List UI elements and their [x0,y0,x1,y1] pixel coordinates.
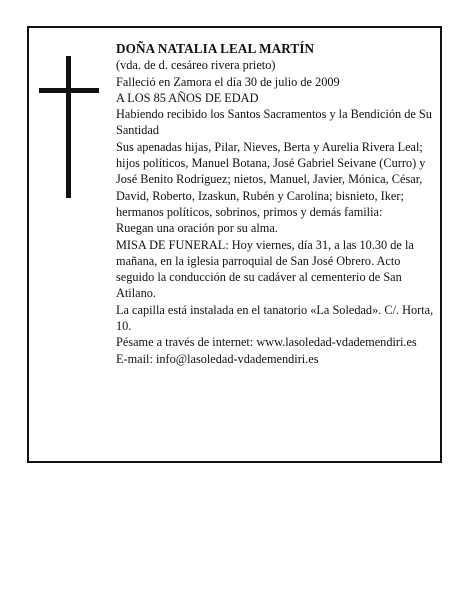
latin-cross-icon [39,56,99,198]
obituary-text [116,41,436,367]
widow-of-line: (vda. de d. cesáreo rivera prieto) [116,58,276,73]
family-text: Sus apenadas hijas, Pilar, Nieves, Berta y Aurelia Rivera Leal; hijos políticos, Manuel Botana, José Gabriel Seivane (Curro) y José Benito Rodríguez; nietos, Manuel, Javier, Mónica, César, David, Roberto, Izaskun, Rubén y Carolina; bisnieto, Iker; hermanos políticos, sobrinos, primos y demás familia: [116,139,426,219]
funeral-text: MISA DE FUNERAL: Hoy viernes, día 31, a las 10.30 de la mañana, en la iglesia parroquial de San José Obrero. Acto seguido la conducción de su cadáver al cementerio de San Atilano. [116,237,414,301]
email-text: E-mail: info@lasoledad-vdademendiri.es [116,351,319,366]
death-date-line: Falleció en Zamora el día 30 de julio de 2009 [116,74,340,89]
deceased-name: DOÑA NATALIA LEAL MARTÍN [116,41,315,56]
cross-horizontal-bar [39,88,99,93]
sacraments-text: Habiendo recibido los Santos Sacramentos y la Bendición de Su Santidad [116,107,432,138]
prayer-text: Ruegan una oración por su alma. [116,221,278,236]
chapel-text: La capilla está instalada en el tanatorio «La Soledad». C/. Horta, 10. [116,302,434,334]
age-line: A LOS 85 AÑOS DE EDAD [116,90,259,105]
obituary-notice [27,26,442,463]
cross-vertical-bar [66,56,71,198]
condolences-text: Pésame a través de internet: www.lasoledad-vdademendiri.es [116,335,417,350]
